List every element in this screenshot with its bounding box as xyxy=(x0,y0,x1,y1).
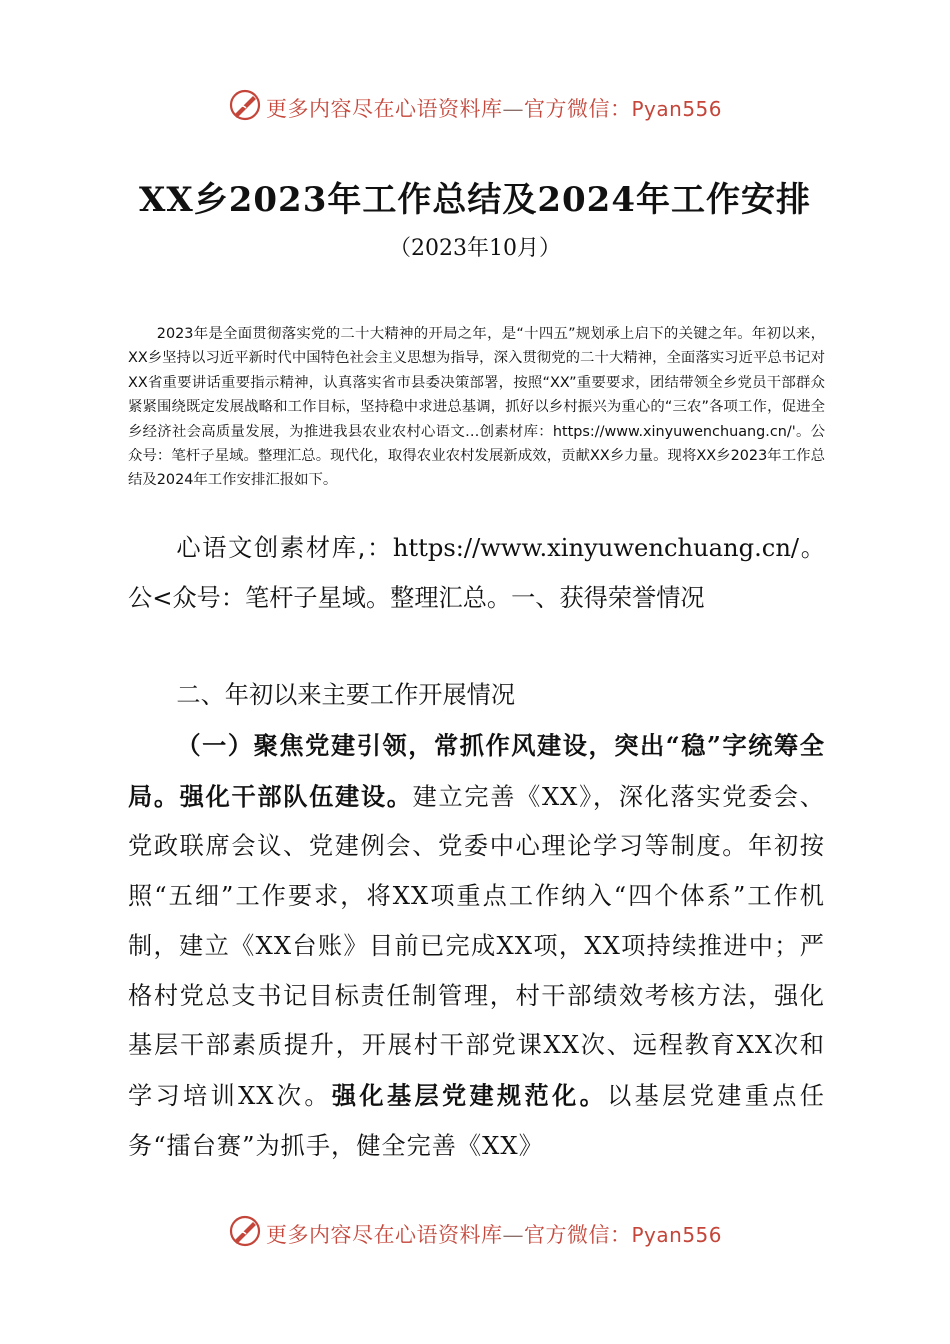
para1-suffix: 。公<众号：笔杆子星域。整理汇总。一、获得荣誉情况 xyxy=(128,534,825,612)
para1-url: https://www.xinyuwenchuang.cn/ xyxy=(392,534,800,562)
watermark-site: 更多内容尽在心语资料库 xyxy=(266,97,503,121)
section-party-building xyxy=(128,721,825,1171)
heading-main-work: 二、年初以来主要工作开展情况 xyxy=(176,681,516,709)
watermark-wechat-id: Pyan556 xyxy=(631,97,723,121)
section1-title: （一）聚焦党建引领，常抓作风建设，突出“稳”字统筹全局。 xyxy=(128,731,825,811)
para1-prefix: 心语文创素材库,： xyxy=(176,534,393,562)
document-title: XX乡2023年工作总结及2024年工作安排 xyxy=(138,180,812,220)
watermark-text xyxy=(266,1219,722,1249)
intro-paragraph: 2023年是全面贯彻落实党的二十大精神的开局之年，是“十四五”规划承上启下的关键之年。年初以来，XX乡坚持以习近平新时代中国特色社会主义思想为指导，深入贯彻党的二十大精神，全面落实习近平总书记对XX省重要讲话重要指示精神，认真落实省市县委决策部署，按照“XX”重要要求，团结带领全乡党员干部群众紧紧围绕既定发展战略和工作目标，坚持稳中求进总基调，抓好以乡村振兴为重心的“三农”各项工作，促进全乡经济社会高质量发展，为推进我县农业农村心语文…创素材库：https://www.xinyuwenchuang.cn/'。公众号：笔杆子星域。整理汇总。现代化，取得农业农村发展新成效，贡献XX乡力量。现将XX乡2023年工作总结及2024年工作安排汇报如下。 xyxy=(128,326,825,489)
watermark-separator: — xyxy=(502,97,524,121)
pen-logo-icon xyxy=(228,88,262,122)
watermark-wechat-label: 官方微信： xyxy=(524,1223,632,1247)
watermark-text xyxy=(266,93,722,123)
watermark-footer xyxy=(0,1212,950,1252)
sub1-text: 建立完善《XX》，深化落实党委会、党政联席会议、党建例会、党委中心理论学习等制度。年初按照“五细”工作要求，将XX项重点工作纳入“四个体系”工作机制，建立《XX台账》目前已完成XX项，XX项持续推进中；严格村党总支书记目标责任制管理，村干部绩效考核方法，强化基层干部素质提升，开展村干部党课XX次、远程教育XX次和学习培训XX次。 xyxy=(128,782,825,1110)
watermark-separator: — xyxy=(502,1223,524,1247)
sub2-text: 以基层党建重点任务“擂台赛”为抓手，健全完善《XX》 xyxy=(128,1081,825,1160)
document-date: （2023年10月） xyxy=(389,236,561,261)
sub2-title: 强化基层党建规范化。 xyxy=(331,1080,608,1110)
paragraph-source-note xyxy=(128,524,825,623)
watermark-wechat-id: Pyan556 xyxy=(631,1223,723,1247)
watermark-site: 更多内容尽在心语资料库 xyxy=(266,1223,503,1247)
pen-logo-icon xyxy=(228,1214,262,1248)
watermark-header xyxy=(0,86,950,126)
watermark-wechat-label: 官方微信： xyxy=(524,97,632,121)
sub1-title: 强化干部队伍建设。 xyxy=(179,781,413,811)
